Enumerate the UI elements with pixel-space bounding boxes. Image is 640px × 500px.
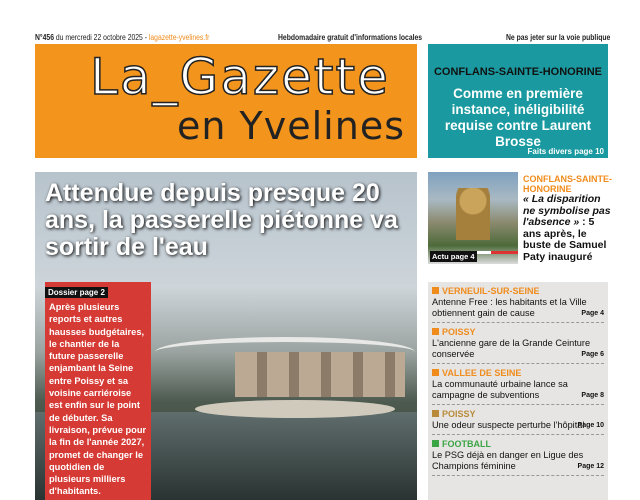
side-story-tag: Actu page 4 <box>432 252 475 261</box>
brief-page: Page 10 <box>577 422 604 429</box>
story-kicker: CONFLANS-SAINTE-HONORINE <box>433 66 603 78</box>
logo-line1: La_Gazette <box>90 48 390 106</box>
brief-kicker-text: VALLEE DE SEINE <box>442 368 522 378</box>
main-story-photo[interactable] <box>35 172 417 500</box>
notice: Ne pas jeter sur la voie publique <box>506 33 611 42</box>
brief-kicker-text: FOOTBALL <box>442 439 491 449</box>
brief-kicker <box>432 409 604 420</box>
island <box>195 400 395 418</box>
square-icon <box>432 440 439 447</box>
brief-kicker <box>432 439 604 450</box>
square-icon <box>432 328 439 335</box>
brief-page: Page 6 <box>581 351 604 358</box>
brief-kicker-text: VERNEUIL-SUR-SEINE <box>442 286 540 296</box>
brief-kicker-text: POISSY <box>442 327 476 337</box>
dossier-tag: Dossier page 2 <box>45 287 108 298</box>
brief-item[interactable] <box>432 284 604 323</box>
brief-kicker <box>432 327 604 338</box>
website-link[interactable]: lagazette-yvelines.fr <box>148 33 210 42</box>
briefs-list <box>428 282 608 500</box>
bust-figure <box>456 188 490 240</box>
issue-number: N°456 <box>35 33 54 42</box>
logo-line2: en Yvelines <box>177 104 405 148</box>
brief-title: Antenne Free : les habitants et la Ville obtiennent gain de cause <box>432 297 587 318</box>
main-body: Après plusieurs reports et autres hausses budgétaires, le chantier de la future passerelle enjambant la Seine entre Poissy et sa voisine carriéroise est enfin sur le point de débuter. Sa livraison, prévue pour la fin de l'année 2027, promet de changer le quotidien de plusieurs milliers d'habitants. <box>49 302 147 497</box>
brief-page: Page 12 <box>577 463 604 470</box>
side-headline: : 5 ans après, le buste de Samuel Paty inauguré <box>523 216 607 263</box>
brief-title: La communauté urbaine lance sa campagne de subventions <box>432 379 568 400</box>
brief-kicker <box>432 286 604 297</box>
brief-item[interactable] <box>432 437 604 476</box>
story-page: Faits divers page 10 <box>527 147 604 156</box>
brief-kicker-text: POISSY <box>442 409 476 419</box>
brief-title: Une odeur suspecte perturbe l'hôpital <box>432 420 585 430</box>
main-headline: Attendue depuis presque 20 ans, la passerelle piétonne va sortir de l'eau <box>45 179 398 261</box>
square-icon <box>432 410 439 417</box>
square-icon <box>432 287 439 294</box>
side-quote: « La disparition ne symbolise pas l'absence » <box>523 193 611 228</box>
brief-item[interactable] <box>432 325 604 364</box>
masthead-logo <box>35 46 417 158</box>
brief-page: Page 8 <box>581 392 604 399</box>
brief-kicker <box>432 368 604 379</box>
main-summary-box <box>45 282 151 500</box>
brief-title: L'ancienne gare de la Grande Ceinture conservée <box>432 338 591 359</box>
brief-title: Le PSG déjà en danger en Ligue des Champions féminine <box>432 450 584 471</box>
brief-item[interactable] <box>432 407 604 435</box>
brief-page: Page 4 <box>581 310 604 317</box>
side-story[interactable] <box>523 174 613 263</box>
square-icon <box>432 369 439 376</box>
teal-story[interactable] <box>428 46 608 158</box>
bust-photo[interactable] <box>428 172 518 264</box>
tagline: Hebdomadaire gratuit d'informations locales <box>278 33 423 42</box>
brief-item[interactable] <box>432 366 604 405</box>
story-headline: Comme en première instance, inéligibilité requise contre Laurent Brosse <box>444 86 592 149</box>
issue-info <box>35 33 209 42</box>
issue-date: du mercredi 22 octobre 2025 - <box>55 33 147 42</box>
side-kicker: CONFLANS-SAINTE-HONORINE <box>523 174 612 194</box>
bridge-piers <box>235 352 405 397</box>
